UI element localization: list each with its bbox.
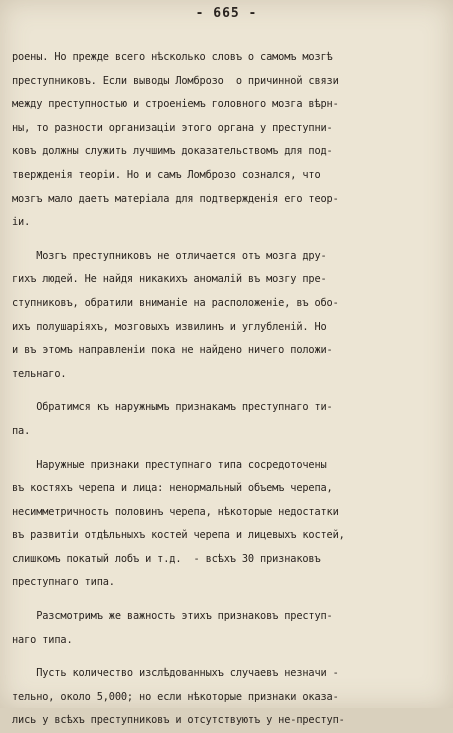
text-line: роены. Но прежде всего нѣсколько словъ о самомъ мозгѣ bbox=[12, 51, 333, 63]
text-line: и въ этомъ направленіи пока не найдено ничего положи- bbox=[12, 344, 333, 357]
paragraph-gap bbox=[12, 235, 442, 245]
text-line: тельнаго. bbox=[12, 367, 67, 380]
text-line: Мозгъ преступниковъ не отличается отъ мозга дру- bbox=[12, 249, 327, 262]
text-line: твержденія теоріи. Но и самъ Ломброзо сознался, что bbox=[12, 168, 321, 181]
text-line: наго типа. bbox=[12, 633, 73, 646]
text-line: гихъ людей. Не найдя никакихъ аномалій въ мозгу пре- bbox=[12, 273, 327, 286]
text-line: іи. bbox=[12, 216, 31, 229]
text-line: па. bbox=[12, 424, 31, 437]
page-number: - 665 - bbox=[195, 6, 258, 21]
text-line: Обратимся къ наружнымъ признакамъ преступнаго ти- bbox=[12, 401, 333, 414]
paragraph-gap bbox=[12, 444, 442, 454]
text-line: ступниковъ, обратили вниманіе на расположеніе, въ обо- bbox=[12, 296, 339, 309]
text-line: лись у всѣхъ преступниковъ и отсутствуютъ у не-преступ- bbox=[12, 714, 345, 727]
text-line: слишкомъ покатый лобъ и т.д. - всѣхъ 30 признаковъ bbox=[12, 552, 321, 565]
text-line: преступнаго типа. bbox=[12, 576, 115, 589]
body-text bbox=[12, 46, 442, 733]
text-line: въ развитіи отдѣльныхъ костей черепа и лицевыхъ костей, bbox=[12, 529, 345, 542]
text-line: ихъ полушаріяхъ, мозговыхъ извилинъ и углубленій. Но bbox=[12, 320, 327, 333]
text-line: мозгъ мало даетъ матеріала для подтвержденія его теор- bbox=[12, 192, 339, 205]
paragraph-gap bbox=[12, 386, 442, 396]
paragraph-gap bbox=[12, 595, 442, 605]
text-line: Разсмотримъ же важность этихъ признаковъ преступ- bbox=[12, 610, 333, 623]
paragraph-gap bbox=[12, 652, 442, 662]
text-line: несимметричность половинъ черепа, нѣкоторые недостатки bbox=[12, 505, 339, 518]
text-line: тельно, около 5,000; но если нѣкоторые признаки оказа- bbox=[12, 690, 339, 703]
text-line: преступниковъ. Если выводы Ломброзо о причинной связи bbox=[12, 74, 339, 87]
text-line: Пусть количество изслѣдованныхъ случаевъ незначи - bbox=[12, 667, 339, 680]
text-line: между преступностью и строеніемъ головного мозга вѣрн- bbox=[12, 98, 339, 111]
text-line: ны, то разности организаціи этого органа у преступни- bbox=[12, 121, 333, 134]
text-line: въ костяхъ черепа и лица: ненормальный объемъ черепа, bbox=[12, 482, 333, 495]
text-line: ковъ должны служить лучшимъ доказательствомъ для под- bbox=[12, 145, 333, 158]
text-line: Наружные признаки преступнаго типа сосредоточены bbox=[12, 458, 327, 471]
